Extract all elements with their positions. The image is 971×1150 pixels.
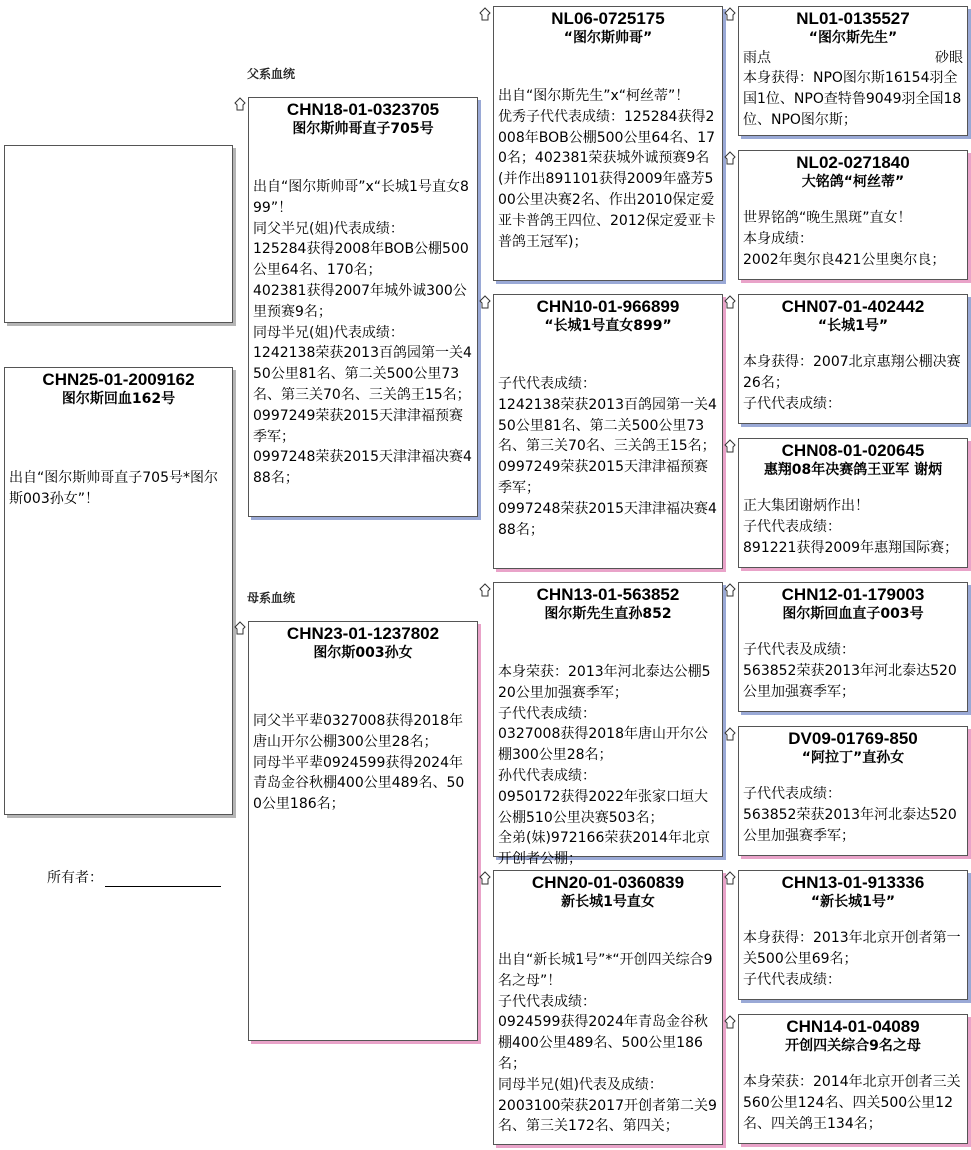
sire-name: 图尔斯帅哥直子705号	[292, 121, 434, 137]
pigeon-photo-frame	[4, 145, 233, 323]
dam-sire-ring: CHN13-01-563852	[536, 585, 680, 604]
dam-ring: CHN23-01-1237802	[286, 624, 440, 643]
dss-ring: CHN12-01-179003	[781, 585, 925, 604]
sds-desc: 本身获得：2007北京惠翔公棚决赛26名； 子代代表成绩：	[743, 354, 961, 412]
sss-ring: NL01-0135527	[796, 9, 910, 28]
ddd-card	[738, 1014, 968, 1144]
sire-sire-card	[493, 6, 723, 281]
pin-icon	[723, 871, 737, 885]
dss-name: 图尔斯回血直子003号	[782, 606, 924, 622]
dam-sire-card	[493, 582, 723, 868]
dam-sire-name: 图尔斯先生直孙852	[544, 606, 672, 622]
sire-sire-ring: NL06-0725175	[551, 9, 665, 28]
dss-desc: 子代代表及成绩： 563852荣获2013年河北泰达520公里加强赛季军；	[743, 642, 957, 700]
sds-ring: CHN07-01-402442	[781, 297, 925, 316]
subject-ring: CHN25-01-2009162	[42, 370, 195, 389]
pin-icon	[233, 97, 247, 111]
sds-card	[738, 294, 968, 424]
sdd-name: 惠翔08年决赛鸽王亚军 谢炳	[763, 462, 943, 478]
dam-name: 图尔斯003孙女	[313, 645, 413, 661]
sss-card	[738, 6, 968, 136]
pin-icon	[723, 583, 737, 597]
dds-name: “新长城1号”	[810, 894, 896, 910]
pin-icon	[478, 871, 492, 885]
dam-desc: 同父半平辈0327008获得2018年唐山开尔公棚300公里28名； 同母半平辈0924599获得2024年青岛金谷秋棚400公里489名、500公里186名；	[253, 713, 465, 813]
dsd-card	[738, 726, 968, 856]
ddd-name: 开创四关综合9名之母	[785, 1038, 921, 1054]
pin-icon	[723, 151, 737, 165]
sdd-ring: CHN08-01-020645	[781, 441, 925, 460]
sire-desc: 出自“图尔斯帅哥”x“长城1号直女899”！ 同父半兄(姐)代表成绩： 125284获得2008年BOB公棚500公里64名、170名； 402381获得2007年城外诚300公里预赛9名； 同母半兄(姐)代表成绩： 1242138荣获2013百鸽园第一关450公里81名、第二关500公里73名、第三关70名、三关鸽王15名； 0997249荣获2015天津津福预赛季军； 0997248荣获2015天津津福决赛488名；	[253, 179, 472, 487]
sire-dam-desc: 子代代表成绩： 1242138荣获2013百鸽园第一关450公里81名、第二关500公里73名、第三关70名、三关鸽王15名； 0997249荣获2015天津津福预赛季军； 0997248荣获2015天津津福决赛488名；	[498, 376, 717, 538]
subject-desc: 出自“图尔斯帅哥直子705号*图尔斯003孙女”！	[9, 470, 218, 507]
dss-card	[738, 582, 968, 712]
pin-icon	[723, 439, 737, 453]
pin-icon	[723, 1015, 737, 1029]
sire-sire-name: “图尔斯帅哥”	[563, 30, 653, 46]
pin-icon	[723, 727, 737, 741]
sire-dam-name: “长城1号直女899”	[544, 318, 672, 334]
maternal-label: 母系血统	[247, 591, 296, 605]
sss-desc: 本身获得：NPO图尔斯16154羽全国1位、NPO查特鲁9049羽全国18位、NPO图尔斯；	[743, 70, 962, 128]
dam-card	[248, 621, 478, 1041]
sire-card	[248, 97, 478, 517]
pin-icon	[723, 7, 737, 21]
subject-name: 图尔斯回血162号	[61, 391, 176, 407]
sds-name: “长城1号”	[817, 318, 889, 334]
ddd-desc: 本身荣获：2014年北京开创者三关560公里124名、四关500公里12名、四关鸽王134名；	[743, 1074, 961, 1132]
pin-icon	[478, 583, 492, 597]
owner-field	[47, 867, 221, 887]
sdd-card	[738, 438, 968, 568]
sire-dam-card	[493, 294, 723, 569]
sss-name: “图尔斯先生”	[808, 30, 898, 46]
dam-dam-desc: 出自“新长城1号”*“开创四关综合9名之母”！ 子代代表成绩： 0924599获得2024年青岛金谷秋棚400公里489名、500公里186名； 同母半兄(姐)代表及成绩： 2003100荣获2017开创者第二关9名、第三关172名、第四关；	[498, 952, 717, 1135]
paternal-label: 父系血统	[247, 67, 296, 81]
subject-card	[4, 367, 233, 815]
sire-dam-ring: CHN10-01-966899	[536, 297, 680, 316]
ssd-desc: 世界铭鸽“晚生黑斑”直女！ 本身成绩： 2002年奥尔良421公里奥尔良；	[743, 210, 946, 268]
sdd-desc: 正大集团谢炳作出！ 子代代表成绩： 891221获得2009年惠翔国际赛；	[743, 498, 959, 556]
pin-icon	[478, 7, 492, 21]
dsd-name: “阿拉丁”直孙女	[801, 750, 905, 766]
pin-icon	[723, 295, 737, 309]
ddd-ring: CHN14-01-04089	[786, 1017, 920, 1036]
dsd-desc: 子代代表成绩： 563852荣获2013年河北泰达520公里加强赛季军；	[743, 786, 957, 844]
sss-eye-left: 雨点	[743, 50, 771, 66]
dam-dam-name: 新长城1号直女	[561, 894, 655, 910]
dam-dam-card	[493, 870, 723, 1145]
owner-blank-line[interactable]	[105, 872, 221, 887]
dds-desc: 本身获得：2013年北京开创者第一关500公里69名； 子代代表成绩：	[743, 930, 961, 988]
sire-ring: CHN18-01-0323705	[286, 100, 440, 119]
ssd-name: 大铭鸽“柯丝蒂”	[801, 174, 905, 190]
dam-sire-desc: 本身荣获：2013年河北泰达公棚520公里加强赛季军； 子代代表成绩： 0327008获得2018年唐山开尔公棚300公里28名； 孙代代表成绩： 0950172获得2022年张家口垣大公棚510公里决赛503名； 全弟(妹)972166荣获2014年北京开创者公棚；	[498, 664, 711, 868]
ssd-ring: NL02-0271840	[796, 153, 910, 172]
pin-icon	[478, 295, 492, 309]
owner-label: 所有者：	[47, 870, 103, 886]
sss-eye-right: 砂眼	[935, 50, 963, 66]
dam-dam-ring: CHN20-01-0360839	[531, 873, 685, 892]
dsd-ring: DV09-01769-850	[788, 729, 918, 748]
eye-info	[739, 48, 967, 68]
ssd-card	[738, 150, 968, 280]
dds-card	[738, 870, 968, 1000]
sire-sire-desc: 出自“图尔斯先生”x“柯丝蒂”！ 优秀子代代表成绩：125284获得2008年BOB公棚500公里64名、170名；402381荣获城外诚预赛9名(并作出891101获得2009年盛芳500公里决赛2名、作出2010保定爱亚卡普鸽王四位、2012保定爱亚卡普鸽王冠军)；	[498, 88, 716, 250]
pin-icon	[233, 621, 247, 635]
dds-ring: CHN13-01-913336	[781, 873, 925, 892]
